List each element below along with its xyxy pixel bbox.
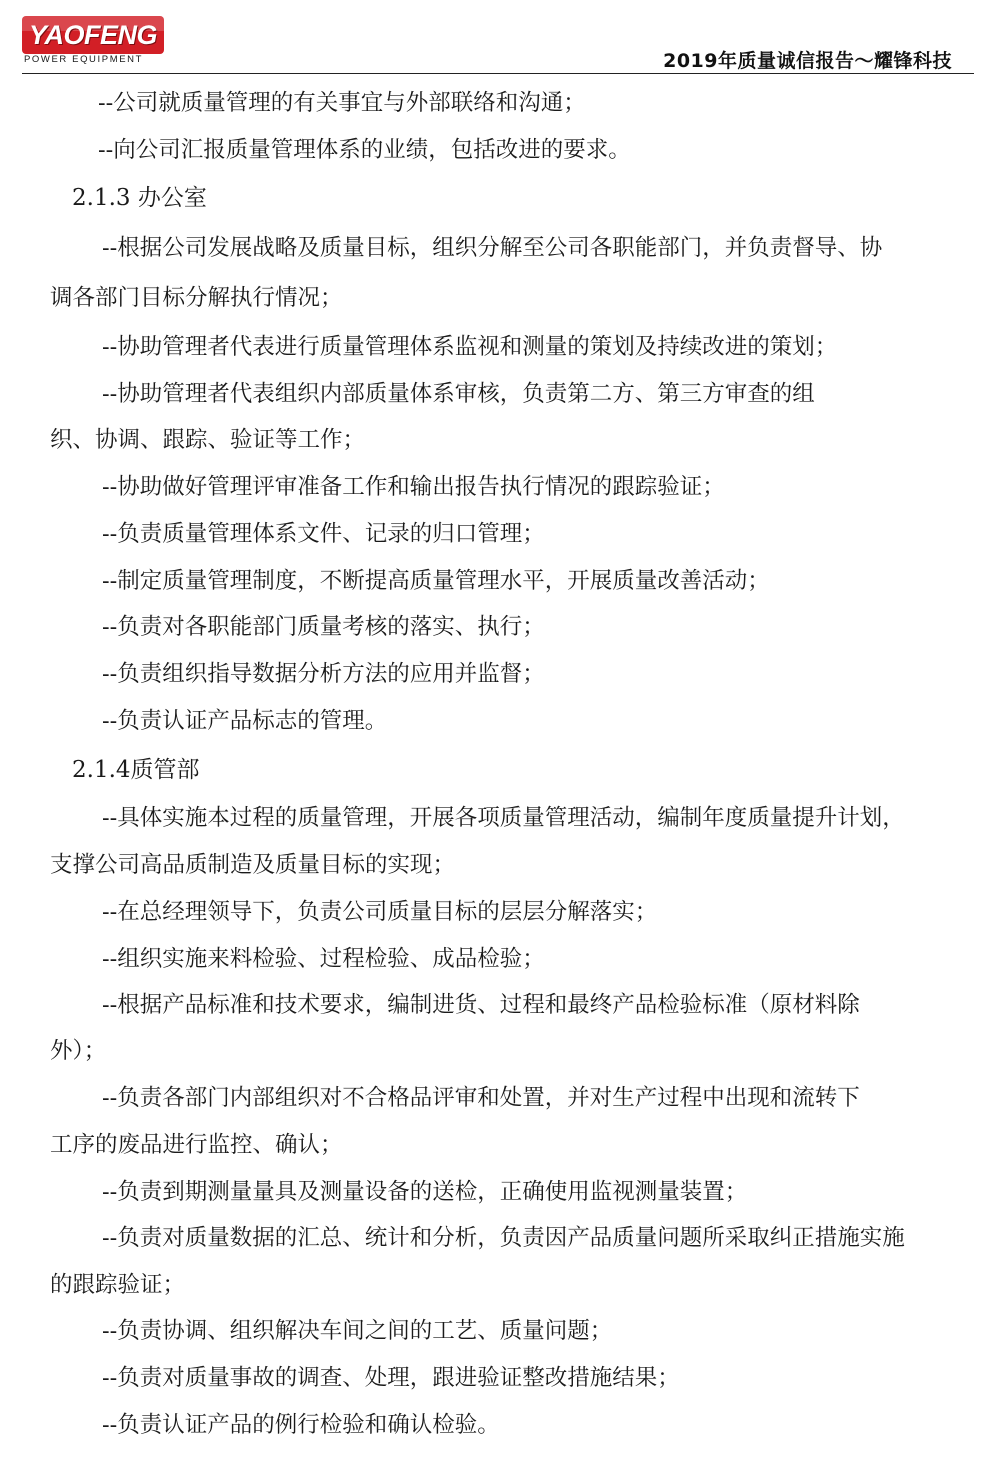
text-line: --负责认证产品的例行检验和确认检验。 — [102, 1412, 500, 1438]
text-line: --负责质量管理体系文件、记录的归口管理； — [102, 521, 545, 547]
text-line: --组织实施来料检验、过程检验、成品检验； — [102, 946, 545, 972]
text-line: --负责对质量事故的调查、处理，跟进验证整改措施结果； — [102, 1365, 680, 1391]
section-heading: 2.1.3 办公室 — [72, 185, 207, 211]
text-line: 外）； — [50, 1038, 107, 1064]
header-divider — [22, 73, 974, 74]
text-line: --负责组织指导数据分析方法的应用并监督； — [102, 661, 545, 687]
logo-wordmark: YAOFENG — [28, 20, 157, 50]
text-line: --负责对各职能部门质量考核的落实、执行； — [102, 614, 545, 640]
text-line: --负责到期测量量具及测量设备的送检，正确使用监视测量装置； — [102, 1179, 748, 1205]
text-line: --根据产品标准和技术要求，编制进货、过程和最终产品检验标准（原材料除 — [102, 992, 860, 1018]
logo-badge — [22, 16, 164, 54]
page-header — [0, 0, 1000, 80]
text-line: --向公司汇报质量管理体系的业绩，包括改进的要求。 — [98, 137, 631, 163]
text-line: --负责认证产品标志的管理。 — [102, 708, 388, 734]
company-logo — [22, 16, 164, 68]
logo-tagline: POWER EQUIPMENT — [24, 54, 144, 65]
text-line: 织、协调、跟踪、验证等工作； — [50, 427, 366, 453]
section-heading: 2.1.4质管部 — [72, 757, 200, 783]
text-line: --负责各部门内部组织对不合格品评审和处置，并对生产过程中出现和流转下 — [102, 1085, 860, 1111]
text-line: --制定质量管理制度，不断提高质量管理水平，开展质量改善活动； — [102, 568, 770, 594]
report-title: 2019年质量诚信报告～耀锋科技 — [663, 50, 952, 72]
text-line: 工序的废品进行监控、确认； — [50, 1132, 343, 1158]
text-line: 支撑公司高品质制造及质量目标的实现； — [50, 852, 456, 878]
text-line: --具体实施本过程的质量管理，开展各项质量管理活动，编制年度质量提升计划， — [102, 805, 905, 831]
text-line: 调各部门目标分解执行情况； — [50, 285, 343, 311]
text-line: --在总经理领导下，负责公司质量目标的层层分解落实； — [102, 899, 658, 925]
text-line: --根据公司发展战略及质量目标，组织分解至公司各职能部门，并负责督导、协 — [102, 235, 883, 261]
text-line: --协助管理者代表组织内部质量体系审核，负责第二方、第三方审查的组 — [102, 381, 815, 407]
text-line: --负责协调、组织解决车间之间的工艺、质量问题； — [102, 1318, 613, 1344]
text-line: --协助做好管理评审准备工作和输出报告执行情况的跟踪验证； — [102, 474, 725, 500]
text-line: --公司就质量管理的有关事宜与外部联络和沟通； — [98, 90, 586, 116]
text-line: 的跟踪验证； — [50, 1272, 186, 1298]
text-line: --负责对质量数据的汇总、统计和分析，负责因产品质量问题所采取纠正措施实施 — [102, 1225, 905, 1251]
text-line: --协助管理者代表进行质量管理体系监视和测量的策划及持续改进的策划； — [102, 334, 838, 360]
